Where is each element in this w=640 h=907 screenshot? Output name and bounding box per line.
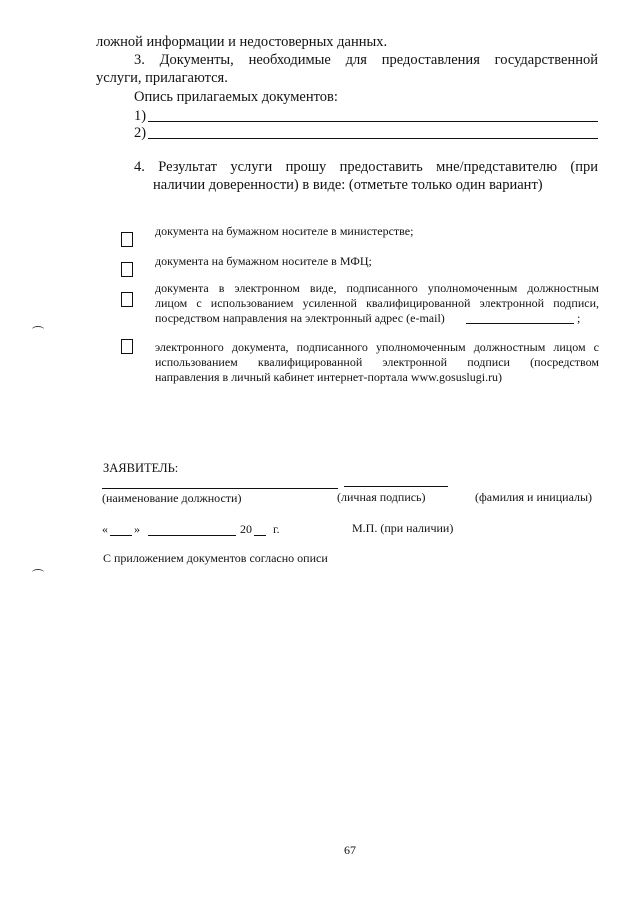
option-text-email-line3: посредством направления на электронный адрес (e-mail): [155, 311, 445, 325]
option-text-gosuslugi-line1: электронного документа, подписанного уполномоченным должностным лицом с: [155, 340, 599, 354]
item3-line1: 3. Документы, необходимые для предоставления государственной: [134, 52, 598, 68]
text-line-false-info: ложной информации и недостоверных данных.: [96, 34, 388, 50]
inventory-item-1-number: 1): [134, 108, 147, 124]
position-caption: (наименование должности): [102, 491, 242, 505]
inventory-title: Опись прилагаемых документов:: [134, 89, 338, 105]
option-text-gosuslugi-line3: направления в личный кабинет интернет-портала www.gosuslugi.ru): [155, 370, 503, 384]
option-text-email-line1: документа в электронном виде, подписанного уполномоченным должностным: [155, 281, 599, 295]
email-blank-line: [466, 323, 574, 324]
margin-mark-icon: [32, 326, 44, 333]
option-checkbox-mfc[interactable]: [121, 262, 133, 277]
position-line: [102, 488, 338, 489]
option-text-email-line2: лицом с использованием усиленной квалифицированной электронной подписи,: [155, 296, 599, 310]
date-open-quote: «: [102, 522, 108, 536]
inventory-item-2-line: [148, 138, 598, 139]
option-text-gosuslugi-line2: использованием квалифицированной электронной подписи (посредством: [155, 355, 599, 369]
item4-line1: 4. Результат услуги прошу предоставить мне/представителю (при: [134, 159, 598, 175]
signature-caption: (личная подпись): [337, 490, 426, 504]
date-month-line: [148, 535, 236, 536]
option-checkbox-email[interactable]: [121, 292, 133, 307]
applicant-label: ЗАЯВИТЕЛЬ:: [103, 461, 179, 475]
option-text-ministry: документа на бумажном носителе в министерстве;: [155, 224, 414, 238]
item4-line2: наличии доверенности) в виде: (отметьте только один вариант): [153, 177, 543, 193]
option-checkbox-ministry[interactable]: [121, 232, 133, 247]
signature-line: [344, 486, 448, 487]
item3-line2: услуги, прилагаются.: [96, 70, 228, 86]
date-year-prefix: 20: [240, 522, 252, 536]
date-year-suffix: г.: [273, 522, 280, 536]
option-text-email-end: ;: [577, 311, 581, 325]
margin-mark-icon: [32, 569, 44, 576]
option-checkbox-gosuslugi[interactable]: [121, 339, 133, 354]
date-close-quote: »: [134, 522, 140, 536]
date-year-line: [254, 535, 266, 536]
option-text-mfc: документа на бумажном носителе в МФЦ;: [155, 254, 372, 268]
inventory-item-1-line: [148, 121, 598, 122]
stamp-note: М.П. (при наличии): [352, 521, 454, 535]
name-caption: (фамилия и инициалы): [475, 490, 593, 504]
page-number: 67: [344, 843, 356, 857]
date-day-line: [110, 535, 132, 536]
inventory-item-2-number: 2): [134, 125, 147, 141]
attachment-note: С приложением документов согласно описи: [103, 551, 328, 565]
